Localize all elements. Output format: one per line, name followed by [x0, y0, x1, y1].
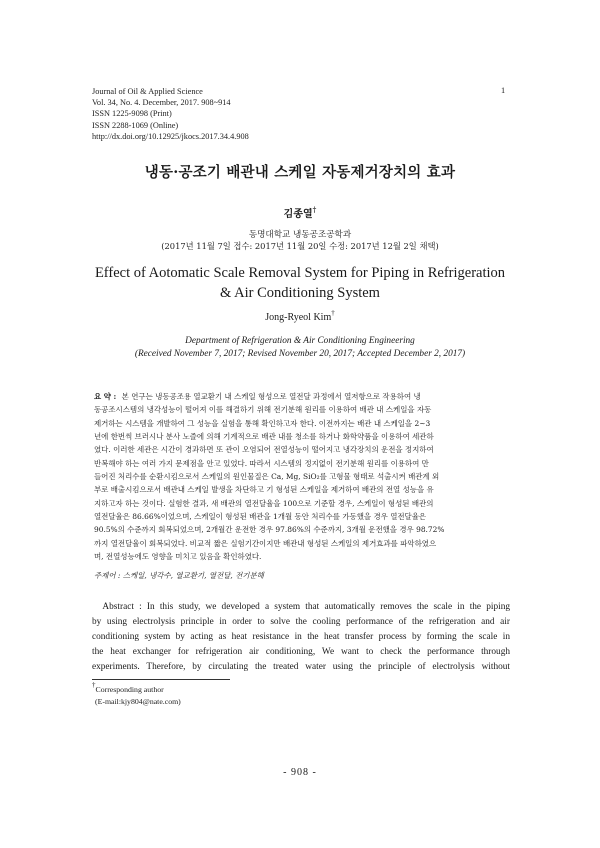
abstract-korean-line: 년에 한번씩 브러시나 분사 노즐에 의해 기계적으로 배관 내를 청소를 하거나 화학약품을 이용하여 세관하	[94, 432, 434, 442]
corresponding-mark-english: †	[331, 309, 335, 317]
abstract-english-line: by using electrolysis principle in order to solve the cooling performance of the refrigeration and air	[92, 617, 510, 628]
abstract-korean-line: 들어진 처리수를 순환시킴으로서 스케일의 원인물질은 Ca, Mg, SiO₂를 고형물 형태로 석출시켜 배관계 외	[94, 472, 440, 482]
abstract-korean-label: 요 약 :	[94, 392, 117, 401]
author-korean	[0, 205, 600, 220]
footnote	[92, 681, 181, 707]
footnote-mark: †	[92, 681, 96, 689]
page-number: 1	[501, 86, 506, 95]
footnote-line1: †Corresponding author	[92, 681, 164, 694]
abstract-korean-line: 열전달율은 86.66%이었으며, 스케일이 형성된 배관을 1개월 동안 처리수를 가동했을 경우 열전달율은	[94, 512, 427, 522]
abstract-korean-line: 반복해야 하는 여러 가지 문제점을 안고 있었다. 따라서 시스템의 정지없이 전기분해 원리를 이용하여 만	[94, 458, 429, 468]
footnote-email[interactable]: (E-mail:kjy804@nate.com)	[95, 696, 181, 706]
journal-issn-print: ISSN 1225-9098 (Print)	[92, 109, 172, 119]
abstract-korean	[94, 390, 514, 563]
title-english-line1: Effect of Aotomatic Scale Removal System for Piping in Refrigeration	[94, 265, 506, 281]
abstract-korean-line: 며, 전열성능에도 영향을 미치고 있음을 확인하였다.	[94, 552, 262, 562]
abstract-korean-line: 90.5%의 수준까지 회복되었으며, 2개월간 운전한 경우 97.86%의 수준까지, 3개월 운전했을 경우 98.72%	[94, 525, 445, 535]
abstract-english-line: conditioning system by acting as heat resistance in the heat transfer process by forming the scale in	[92, 632, 510, 643]
title-english	[0, 263, 600, 303]
affiliation-korean: 동명대학교 냉동공조공학과	[248, 230, 352, 240]
title-english-line2: & Air Conditioning System	[220, 285, 380, 301]
dates-korean: (2017년 11월 7일 접수: 2017년 11월 20일 수정: 2017년 12월 2일 채택)	[161, 241, 439, 251]
keywords-korean: 주제어 : 스케일, 냉각수, 열교환기, 열전달, 전기분해	[94, 571, 264, 580]
abstract-korean-line: 제거하는 시스템을 개발하여 그 성능을 실험을 통해 확인하고자 한다. 이전까지는 배관 내 스케일을 2~3	[94, 418, 431, 428]
abstract-english-label: Abstract :	[102, 602, 142, 612]
corresponding-mark: †	[312, 205, 317, 214]
journal-doi[interactable]: http://dx.doi.org/10.12925/jkocs.2017.34.4.908	[92, 131, 249, 141]
dates-english: (Received November 7, 2017; Revised November 20, 2017; Accepted December 2, 2017)	[134, 349, 466, 359]
abstract-korean-line: 지하고자 하는 것이다. 실험한 결과, 새 배관의 열전달율을 100으로 기준할 경우, 스케일이 형성된 배관의	[94, 498, 434, 508]
abstract-korean-line: 부로 배출시킴으로서 배관내 스케일 발생을 차단하고 기 형성된 스케일을 제거하여 배관의 전열 성능을 유	[94, 485, 434, 495]
affiliation-english: Department of Refrigeration & Air Conditioning Engineering	[185, 336, 415, 346]
abstract-korean-line: 동공조시스템의 냉각성능이 떨어져 이를 해결하기 위해 전기분해 원리를 이용하여 배관 내 스케일을 자동	[94, 405, 432, 415]
abstract-korean-line: 요 약 : 본 연구는 냉동공조용 열교환기 내 스케일 형성으로 열전달 과정에서 열저항으로 작용하여 냉	[94, 392, 421, 401]
author-korean-name: 김종열	[283, 209, 313, 220]
journal-volume: Vol. 34, No. 4. December, 2017. 908~914	[92, 98, 231, 108]
author-english	[0, 309, 600, 323]
journal-header	[92, 86, 249, 142]
abstract-korean-line: 까지 열전달율이 회복되었다. 비교적 짧은 실험기간이지만 배관내 형성된 스케일의 제거효과를 파악하였으	[94, 538, 437, 548]
author-english-name: Jong-Ryeol Kim	[265, 312, 332, 323]
abstract-english	[92, 600, 510, 675]
abstract-english-line: experiments. Therefore, by circulating the treated water using the principle of electrolysis without	[92, 662, 510, 673]
journal-name: Journal of Oil & Applied Science	[92, 87, 203, 96]
title-korean: 냉동·공조기 배관내 스케일 자동제거장치의 효과	[144, 164, 456, 181]
footnote-divider	[92, 679, 230, 680]
abstract-english-line: Abstract : In this study, we developed a system that automatically removes the scale in the piping	[102, 602, 510, 612]
abstract-english-line: the heat exchanger for refrigeration air conditioning, We want to check the performance through	[92, 647, 510, 658]
abstract-korean-line: 였다. 이러한 세관은 시간이 경과하면 또 관이 오염되어 전열성능이 떨어지고 냉각장치의 운전을 정지하여	[94, 445, 434, 455]
page-footer: - 908 -	[283, 767, 317, 778]
journal-issn-online: ISSN 2288-1069 (Online)	[92, 120, 179, 130]
